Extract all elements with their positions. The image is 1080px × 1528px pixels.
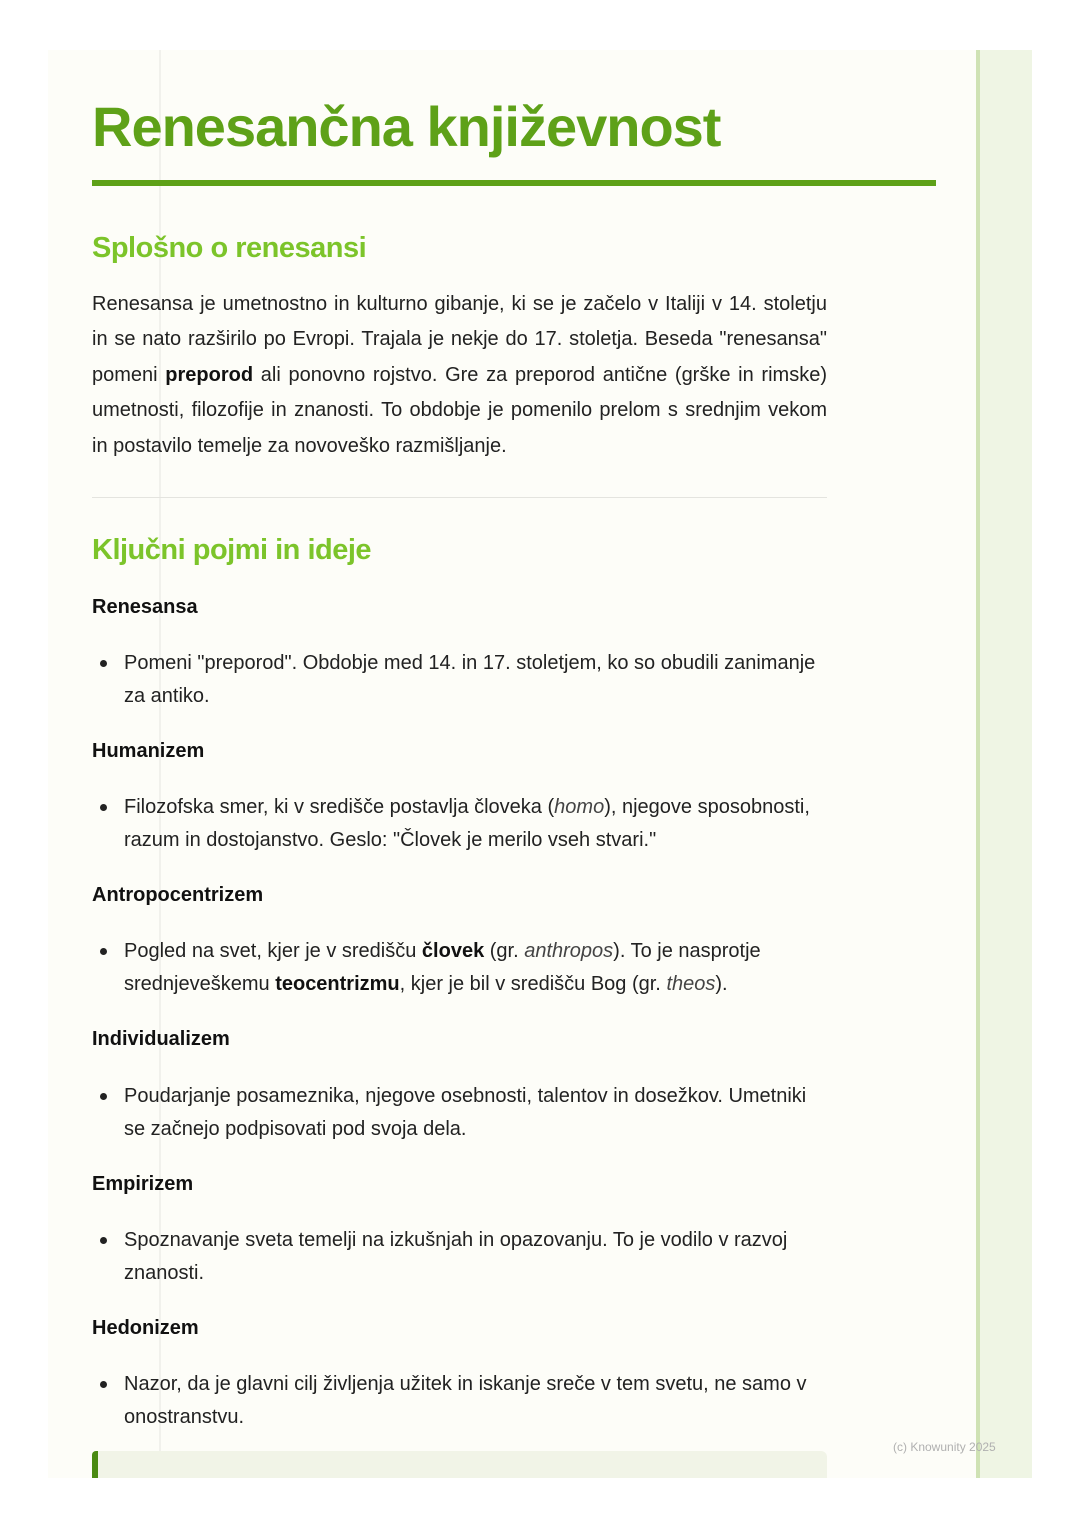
intro-text-1: Renesansa je umetnostno in kulturno gibanje, ki se je začelo v Italiji v 14. stoletju in se nato razširilo po Evropi. Trajala je nekje do 17. stoletja. Beseda "renesansa" pomeni [92,293,827,386]
section-heading-general: Splošno o renesansi [92,232,367,264]
text-segment: ). To je nasprotje srednjeveškemu [124,940,761,995]
term-individualizem: Individualizem [92,1028,230,1050]
bold-term: teocentrizmu [275,973,400,995]
bullet-icon [100,660,107,667]
right-margin-strip [976,50,1032,1478]
bold-term: človek [421,940,485,962]
section-heading-key-concepts: Ključni pojmi in ideje [92,534,372,566]
text-segment: ). [715,973,728,995]
text-segment: Pogled na svet, kjer je v središču [124,940,422,962]
term-empirizem: Empirizem [92,1173,194,1195]
list-item [124,1224,824,1290]
italic-term: theos [666,973,716,995]
copyright-notice: (c) Knowunity 2025 [893,1440,996,1454]
term-antropocentrizem: Antropocentrizem [92,884,264,906]
term-renesansa: Renesansa [92,596,198,618]
text-segment: Filozofska smer, ki v središče postavlja človeka ( [124,796,555,818]
italic-term: anthropos [524,940,614,962]
text-segment: (gr. [484,940,525,962]
intro-text-2: ali ponovno rojstvo. Gre za preporod antične (grške in rimske) umetnosti, filozofije in znanosti. To obdobje je pomenilo prelom s srednjim vekom in postavilo temelje za novoveško razmišljanje. [92,363,827,457]
term-description: Pomeni "preporod". Obdobje med 14. in 17. stoletjem, ko so obudili zanimanje za antiko. [124,652,816,707]
page-title: Renesančna književnost [92,95,721,158]
term-hedonizem: Hedonizem [92,1317,199,1339]
text-segment: , kjer je bil v središču Bog (gr. [399,973,667,995]
bullet-icon [100,1237,107,1244]
term-description: Poudarjanje posameznika, njegove osebnosti, talentov in dosežkov. Umetniki se začnejo podpisovati pod svoja dela. [124,1085,807,1140]
list-item [124,791,824,857]
bullet-icon [100,1381,107,1388]
list-item [124,647,824,713]
list-item [124,1368,824,1434]
section-divider [92,497,827,498]
term-description: Nazor, da je glavni cilj življenja užitek in iskanje sreče v tem svetu, ne samo v onostranstvu. [124,1373,807,1428]
intro-paragraph [92,287,827,464]
term-humanizem: Humanizem [92,740,205,762]
callout-accent-bar [92,1451,98,1478]
callout-box [92,1451,827,1478]
text-segment: ), njegove sposobnosti, razum in dostojanstvo. Geslo: "Človek je merilo vseh stvari." [124,796,810,851]
list-item [124,935,824,1001]
italic-term: homo [554,796,605,818]
document-page [48,50,1032,1478]
right-margin-edge [976,50,980,1478]
bullet-icon [100,948,107,955]
title-underline [92,180,936,186]
bullet-icon [100,1093,107,1100]
term-description: Spoznavanje sveta temelji na izkušnjah in opazovanju. To je vodilo v razvoj znanosti. [124,1229,788,1284]
list-item [124,1080,824,1146]
intro-bold-term: preporod [165,363,254,386]
bullet-icon [100,804,107,811]
